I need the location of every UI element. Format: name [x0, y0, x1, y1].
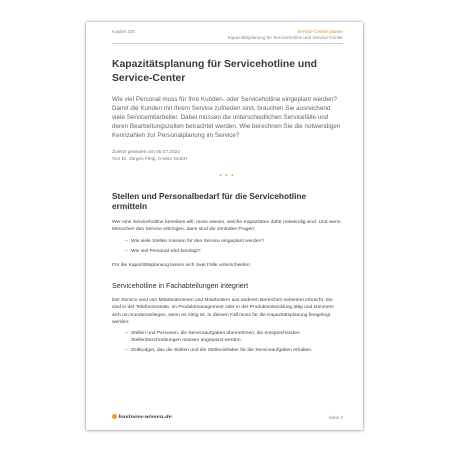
- article-body: [112, 58, 342, 357]
- logo-dot-icon: [112, 414, 117, 419]
- page-footer: [112, 414, 343, 422]
- section-heading-departments: Servicehotline in Fachabteilungen integriert: [112, 282, 249, 291]
- chapter-label: Kapitel 230: [112, 29, 135, 34]
- article-meta: [112, 149, 342, 164]
- dash-bullet-icon: –: [125, 348, 128, 354]
- list-item: – Wie viel Personal wird benötigt?: [125, 248, 201, 254]
- list-item: – Zeitbudget, das die Stellen und die Stelleninhaber für die Serviceaufgaben erhalten.: [125, 348, 313, 354]
- article-title: Kapazitätsplanung für Servicehotline und Service-Center: [112, 59, 317, 84]
- brand-logo: business-wissen.de: [112, 414, 172, 421]
- section-paragraph-staffing: Wer eine Servicehotline betreiben will, muss wissen, welche Kapazitäten dafür notwendig sind. Und wenn Menschen den Service erbringen, dann sind die zentralen Fragen:: [112, 220, 341, 233]
- cases-intro: Für die Kapazitätsplanung lassen sich zwei Fälle unterscheiden:: [112, 262, 251, 268]
- planning-points-list: [112, 330, 342, 354]
- section-label: Service-Center planen: [297, 29, 343, 34]
- document-page: [86, 22, 363, 430]
- list-item: – Wie viele Stellen müssen für den Service eingeplant werden?: [125, 238, 264, 244]
- header-divider: [112, 43, 343, 44]
- section-divider: • • •: [219, 172, 235, 179]
- updated-date: Zuletzt geändert am 05.07.2022: [112, 149, 181, 155]
- list-item: – Stellen und Personen, die Serviceaufgaben übernehmen; die entsprechenden Stellenbeschreibungen müssen angepasst werden.: [125, 331, 300, 344]
- author-line: Von Dr. Jürgen Fleig, b-wise GmbH: [112, 157, 188, 163]
- subsection-label: Kapazitätsplanung für Servicehotline und Service-Center: [227, 35, 343, 41]
- dash-bullet-icon: –: [125, 331, 128, 337]
- question-list: [112, 238, 342, 255]
- running-header: [228, 29, 343, 42]
- page-number: Seite 2: [328, 415, 343, 420]
- article-intro: Wie viel Personal muss für Ihre Kunden- oder Servicehotline eingeplant werden? Damit die Kunden mit Ihrem Service zufrieden sind, brauchen Sie ausreichend viele Servicemitarbeiter. Dabei müssen die unterschiedlichen Servicefälle und deren Bearbeitungszeiten betrachtet werden. Wie berechnen Sie die notwendigen Kennzahlen zur Personalplanung im Service?: [112, 96, 341, 139]
- section-paragraph-departments: Der Service wird von Mitarbeiterinnen und Mitarbeitern aus anderen Bereichen nebenbei erbracht. Sie sind in der Telefonzentrale, im Produktmanagement oder in der Produktentwicklung tätig und kümmern sich um Kundenanliegen, wenn es nötig ist. In diesem Fall muss für die Kapazitätsplanung festgelegt werden:: [112, 298, 335, 325]
- section-heading-staffing: Stellen und Personalbedarf für die Servicehotline ermitteln: [112, 190, 307, 212]
- dash-bullet-icon: –: [125, 248, 128, 254]
- dash-bullet-icon: –: [125, 238, 128, 244]
